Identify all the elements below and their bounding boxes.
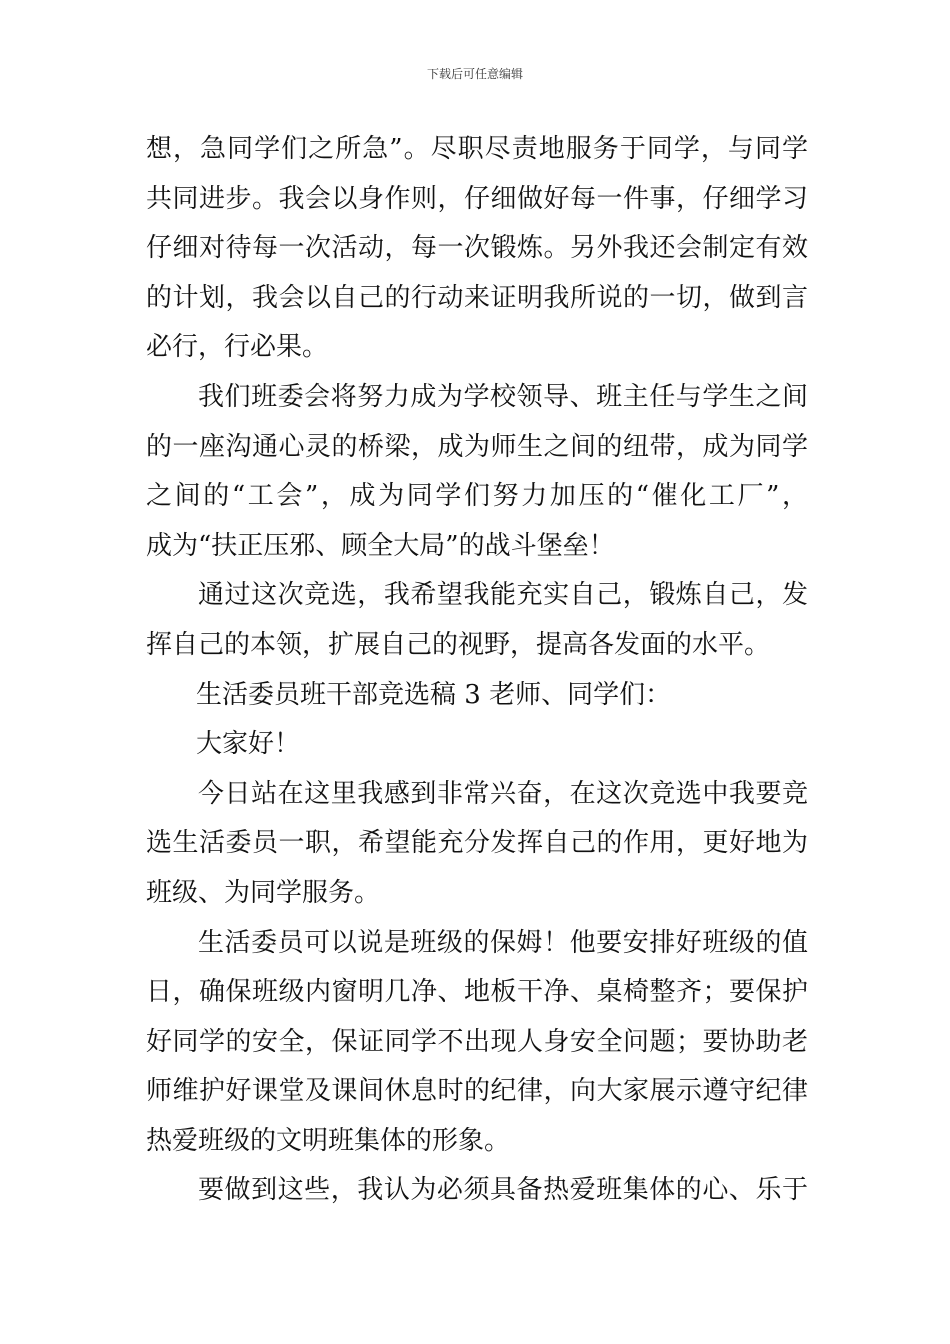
text-line-16: 班级、为同学服务。 — [146, 877, 381, 908]
text-line-14: 今日站在这里我感到非常兴奋，在这次竞选中我要竞 — [198, 778, 808, 809]
text-line-4: 的计划，我会以自己的行动来证明我所说的一切，做到言 — [146, 282, 808, 313]
text-line-15: 选生活委员一职，希望能充分发挥自己的作用，更好地为 — [146, 828, 808, 859]
text-line-10: 通过这次竞选，我希望我能充实自己，锻炼自己，发 — [198, 580, 808, 611]
text-line-7: 的一座沟通心灵的桥梁，成为师生之间的纽带，成为同学 — [146, 431, 808, 462]
text-line-12: 生活委员班干部竞选稿 3 老师、同学们： — [196, 679, 672, 710]
page-header-note: 下载后可任意编辑 — [426, 67, 523, 81]
text-line-5: 必行，行必果。 — [146, 332, 329, 363]
text-line-1: 想，急同学们之所急”。尽职尽责地服务于同学，与同学 — [146, 134, 808, 164]
text-line-9: 成为“扶正压邪、顾全大局”的战斗堡垒！ — [146, 530, 615, 561]
text-line-22: 要做到这些，我认为必须具备热爱班集体的心、乐于 — [198, 1175, 808, 1206]
text-line-17: 生活委员可以说是班级的保姆！他要安排好班级的值 — [198, 927, 808, 958]
text-line-3: 仔细对待每一次活动，每一次锻炼。另外我还会制定有效 — [146, 233, 808, 264]
text-line-19: 好同学的安全，保证同学不出现人身安全问题；要协助老 — [146, 1026, 808, 1057]
text-line-2: 共同进步。我会以身作则，仔细做好每一件事，仔细学习 — [146, 183, 808, 214]
text-line-8: 之间的“工会”，成为同学们努力加压的“催化工厂”， — [146, 481, 808, 512]
text-line-18: 日，确保班级内窗明几净、地板干净、桌椅整齐；要保护 — [146, 977, 808, 1008]
document-body — [146, 125, 808, 1216]
text-line-21: 热爱班级的文明班集体的形象。 — [146, 1125, 511, 1156]
text-line-13: 大家好！ — [196, 729, 301, 760]
text-line-20: 师维护好课堂及课间休息时的纪律，向大家展示遵守纪律 — [146, 1076, 808, 1107]
text-line-6: 我们班委会将努力成为学校领导、班主任与学生之间 — [198, 381, 808, 412]
text-line-11: 挥自己的本领，扩展自己的视野，提高各发面的水平。 — [146, 629, 771, 660]
